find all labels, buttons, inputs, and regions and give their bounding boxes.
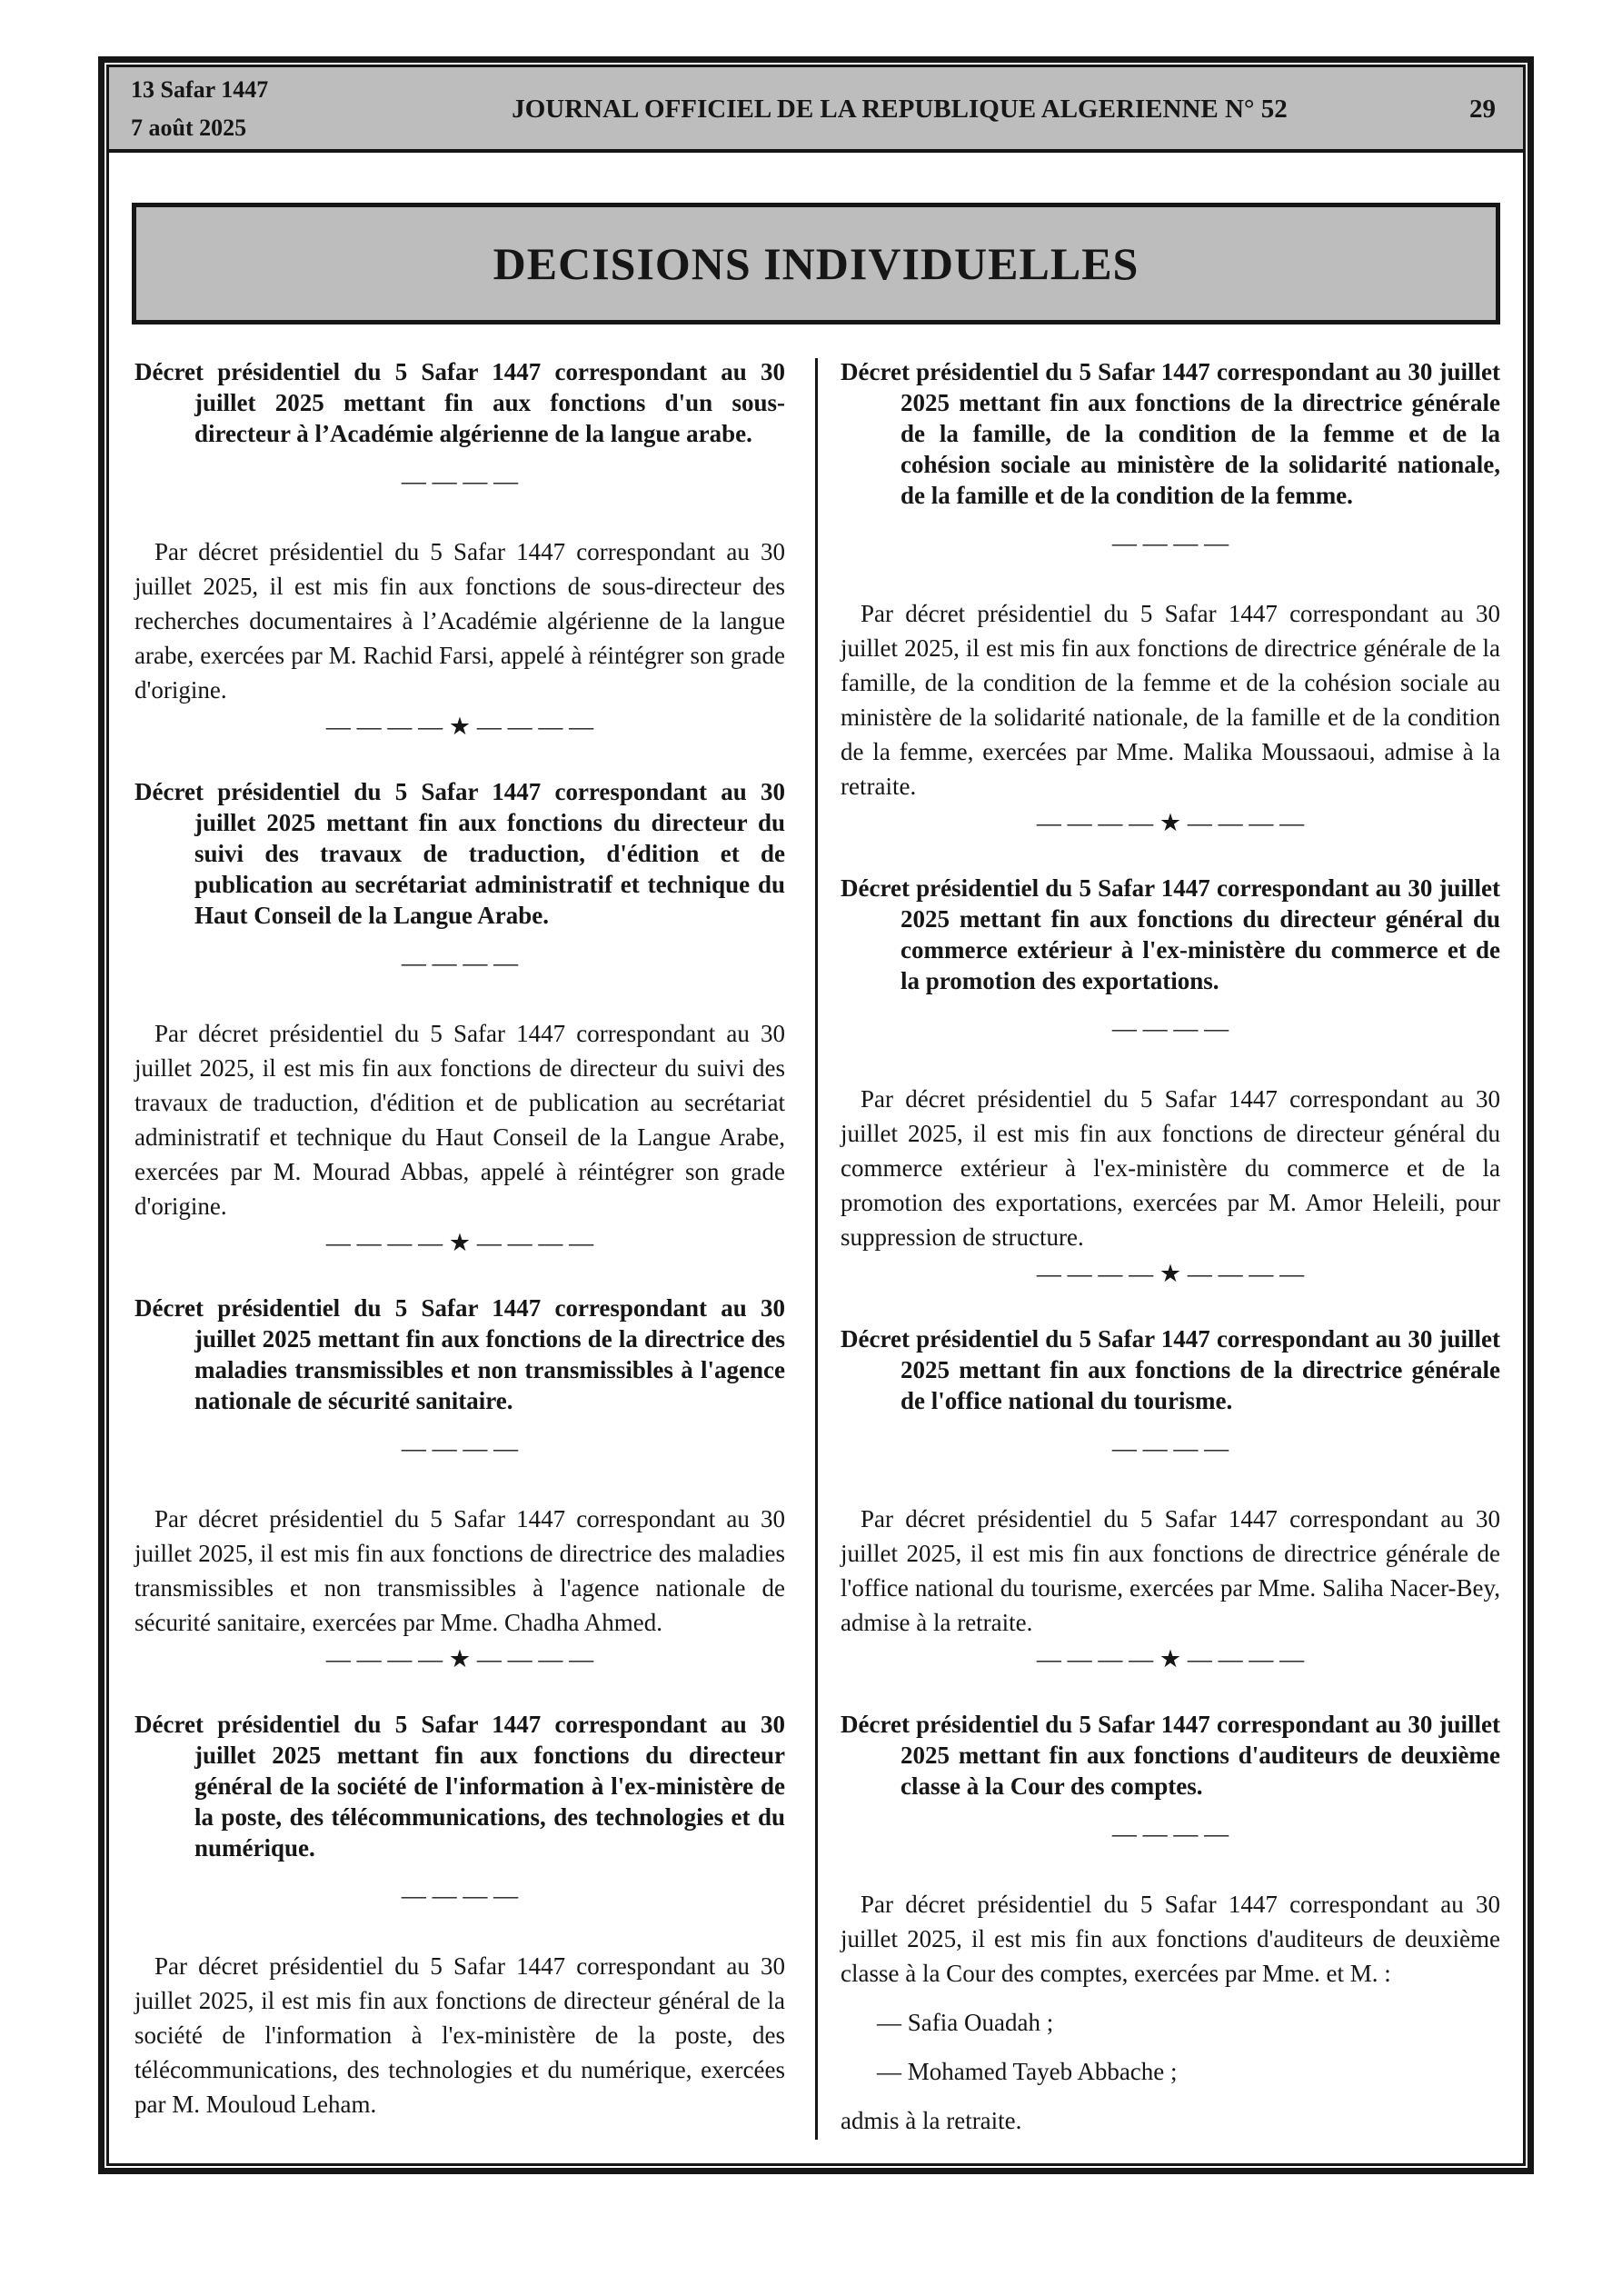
journal-title: JOURNAL OFFICIEL DE LA REPUBLIQUE ALGERIENNE N° 52 <box>512 95 1288 124</box>
decree-block <box>134 1709 785 2121</box>
dash-separator: — — — — <box>1111 1434 1229 1462</box>
column-right <box>841 356 1500 2138</box>
dash-separator: — — — — <box>401 1882 519 1909</box>
decree-body: Par décret présidentiel du 5 Safar 1447 correspondant au 30 juillet 2025, il est mis fin aux fonctions de directrice générale de l'office national du tourisme, exercées par Mme. Saliha Nacer-Bey, admise à la retraite. <box>841 1505 1500 1636</box>
decree-block <box>841 873 1500 1287</box>
dash-separator: — — — — <box>1111 1820 1229 1847</box>
star-separator: — — — — ★ — — — — <box>1036 1645 1305 1672</box>
list-item: — Mohamed Tayeb Abbache ; <box>877 2058 1178 2085</box>
decree-title: Décret présidentiel du 5 Safar 1447 correspondant au 30 juillet 2025 mettant fin aux fonctions d'un sous-directeur à l’Académie algérienne de la langue arabe. <box>134 358 785 447</box>
decree-title: Décret présidentiel du 5 Safar 1447 correspondant au 30 juillet 2025 mettant fin aux fonctions du directeur général de la société de l'information à l'ex-ministère de la poste, des télécommunications, des technologies et du numérique. <box>134 1711 785 1862</box>
header-date-hijri: 13 Safar 1447 <box>131 76 269 103</box>
section-banner: DECISIONS INDIVIDUELLES <box>132 203 1500 324</box>
decree-body: Par décret présidentiel du 5 Safar 1447 correspondant au 30 juillet 2025, il est mis fin aux fonctions de directeur général de la société de l'information à l'ex-ministère de la poste, des télécommunications, des technologies et du numérique, exercées par M. Mouloud Leham. <box>134 1952 785 2118</box>
decree-body: Par décret présidentiel du 5 Safar 1447 correspondant au 30 juillet 2025, il est mis fin aux fonctions de directrice générale de la famille, de la condition de la femme et de la cohésion sociale au ministère de la solidarité nationale, de la famille et de la condition de la femme, exercées par Mme. Malika Moussaoui, admise à la retraite. <box>841 600 1500 800</box>
star-separator: — — — — ★ — — — — <box>325 1645 594 1672</box>
decree-body: Par décret présidentiel du 5 Safar 1447 correspondant au 30 juillet 2025, il est mis fin aux fonctions de directeur général du commerce extérieur à l'ex-ministère du commerce et de la promotion des exportations, exercées par M. Amor Heleili, pour suppression de structure. <box>841 1085 1500 1251</box>
decree-block <box>134 776 785 1256</box>
header-date-gregorian: 7 août 2025 <box>131 115 247 141</box>
header-band <box>109 67 1523 153</box>
decree-title: Décret présidentiel du 5 Safar 1447 correspondant au 30 juillet 2025 mettant fin aux fonctions de la directrice des maladies transmissibles et non transmissibles à l'agence nationale de sécurité sanitaire. <box>134 1294 785 1414</box>
column-left <box>134 356 785 2138</box>
decree-body: Par décret présidentiel du 5 Safar 1447 correspondant au 30 juillet 2025, il est mis fin aux fonctions d'auditeurs de deuxième classe à la Cour des comptes, exercées par Mme. et M. : <box>841 1891 1500 1987</box>
header-dates <box>131 71 403 149</box>
decree-title: Décret présidentiel du 5 Safar 1447 correspondant au 30 juillet 2025 mettant fin aux fonctions du directeur du suivi des travaux de traduction, d'édition et de publication au secrétariat administratif et technique du Haut Conseil de la Langue Arabe. <box>134 778 785 929</box>
decree-closing: admis à la retraite. <box>841 2107 1022 2134</box>
decree-block <box>841 356 1500 836</box>
decree-body: Par décret présidentiel du 5 Safar 1447 correspondant au 30 juillet 2025, il est mis fin aux fonctions de sous-directeur des recherches documentaires à l’Académie algérienne de la langue arabe, exercées par M. Rachid Farsi, appelé à réintégrer son grade d'origine. <box>134 538 785 704</box>
decree-title: Décret présidentiel du 5 Safar 1447 correspondant au 30 juillet 2025 mettant fin aux fonctions de la directrice générale de l'office national du tourisme. <box>841 1325 1500 1414</box>
star-separator: — — — — ★ — — — — <box>1036 809 1305 836</box>
decree-body: Par décret présidentiel du 5 Safar 1447 correspondant au 30 juillet 2025, il est mis fin aux fonctions de directrice des maladies transmissibles et non transmissibles à l'agence nationale de sécurité sanitaire, exercées par Mme. Chadha Ahmed. <box>134 1505 785 1636</box>
decree-title: Décret présidentiel du 5 Safar 1447 correspondant au 30 juillet 2025 mettant fin aux fonctions du directeur général du commerce extérieur à l'ex-ministère du commerce et de la promotion des exportations. <box>841 874 1500 994</box>
dash-separator: — — — — <box>1111 529 1229 556</box>
page-number: 29 <box>1469 95 1496 124</box>
star-separator: — — — — ★ — — — — <box>325 1229 594 1256</box>
dash-separator: — — — — <box>401 949 519 976</box>
decree-block <box>841 1709 1500 2138</box>
page-frame-inner <box>106 65 1526 2166</box>
column-divider <box>815 358 818 2140</box>
star-separator: — — — — ★ — — — — <box>1036 1260 1305 1287</box>
dash-separator: — — — — <box>401 1434 519 1462</box>
decree-body: Par décret présidentiel du 5 Safar 1447 correspondant au 30 juillet 2025, il est mis fin aux fonctions de directeur du suivi des travaux de traduction, d'édition et de publication au secrétariat administratif et technique du Haut Conseil de la Langue Arabe, exercées par M. Mourad Abbas, appelé à réintégrer son grade d'origine. <box>134 1020 785 1220</box>
decree-block <box>841 1323 1500 1672</box>
decree-title: Décret présidentiel du 5 Safar 1447 correspondant au 30 juillet 2025 mettant fin aux fonctions d'auditeurs de deuxième classe à la Cour des comptes. <box>841 1711 1500 1800</box>
dash-separator: — — — — <box>401 467 519 494</box>
decree-block <box>134 1293 785 1672</box>
decree-title: Décret présidentiel du 5 Safar 1447 correspondant au 30 juillet 2025 mettant fin aux fonctions de la directrice générale de la famille, de la condition de la femme et de la cohésion sociale au ministère de la solidarité nationale, de la famille et de la condition de la femme. <box>841 358 1500 509</box>
star-separator: — — — — ★ — — — — <box>325 713 594 740</box>
list-item: — Safia Ouadah ; <box>877 2009 1054 2036</box>
decree-block <box>134 356 785 740</box>
page-frame-outer <box>98 56 1534 2174</box>
dash-separator: — — — — <box>1111 1014 1229 1042</box>
